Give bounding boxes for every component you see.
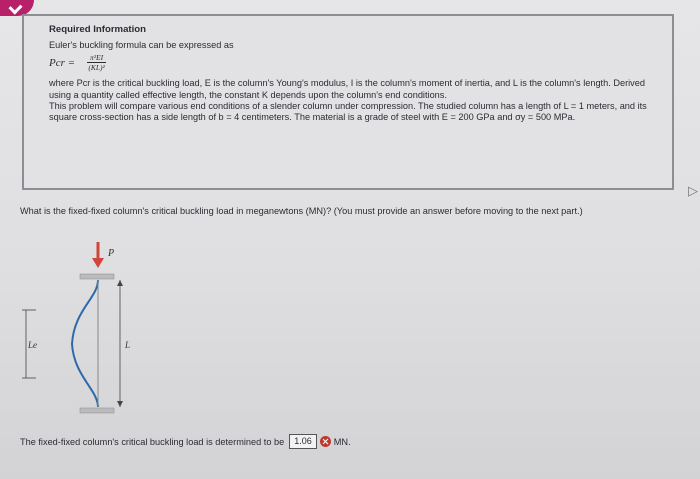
- answer-input[interactable]: 1.06: [289, 434, 317, 449]
- question-text: What is the fixed-fixed column's critical buckling load in meganewtons (MN)? (You must provide an answer before moving to the next part.): [20, 206, 583, 216]
- load-label: P: [108, 248, 115, 259]
- where-text: where Pcr is the critical buckling load, E is the column's Young's modulus, I is the column's moment of inertia, and L is the column's length. Derived using a quantity called effective length, the constant K depends upon the column's end conditions.: [49, 78, 645, 100]
- formula-denominator: (KL)²: [88, 63, 105, 73]
- load-arrow-head: [92, 258, 104, 268]
- buckled-column: [72, 280, 98, 407]
- problem-text: This problem will compare various end conditions of a slender column under compression. The studied column has a length of L = 1 meters, and its square cross-section has a side length of b = 4 centimeters. The material is a grade of steel with E = 200 GPa and σy = 500 MPa.: [49, 100, 647, 123]
- formula-intro: Euler's buckling formula can be expressed as: [49, 40, 234, 51]
- answer-row: [20, 434, 351, 449]
- euler-formula: [49, 53, 659, 77]
- length-label: L: [125, 340, 131, 350]
- cursor-icon: ▷: [688, 183, 698, 198]
- top-fixed-support: [80, 274, 114, 279]
- formula-lhs: Pcr =: [49, 57, 76, 70]
- required-information-box: [22, 14, 674, 190]
- effective-length-label: Le: [28, 340, 37, 350]
- info-title: Required Information: [49, 24, 147, 35]
- column-diagram: [22, 240, 162, 420]
- bottom-fixed-support: [80, 408, 114, 413]
- answer-unit: MN.: [333, 436, 351, 447]
- wrong-icon: [320, 436, 331, 447]
- answer-prefix: The fixed-fixed column's critical buckling load is determined to be: [20, 436, 285, 447]
- formula-numerator: π²EI: [87, 53, 106, 63]
